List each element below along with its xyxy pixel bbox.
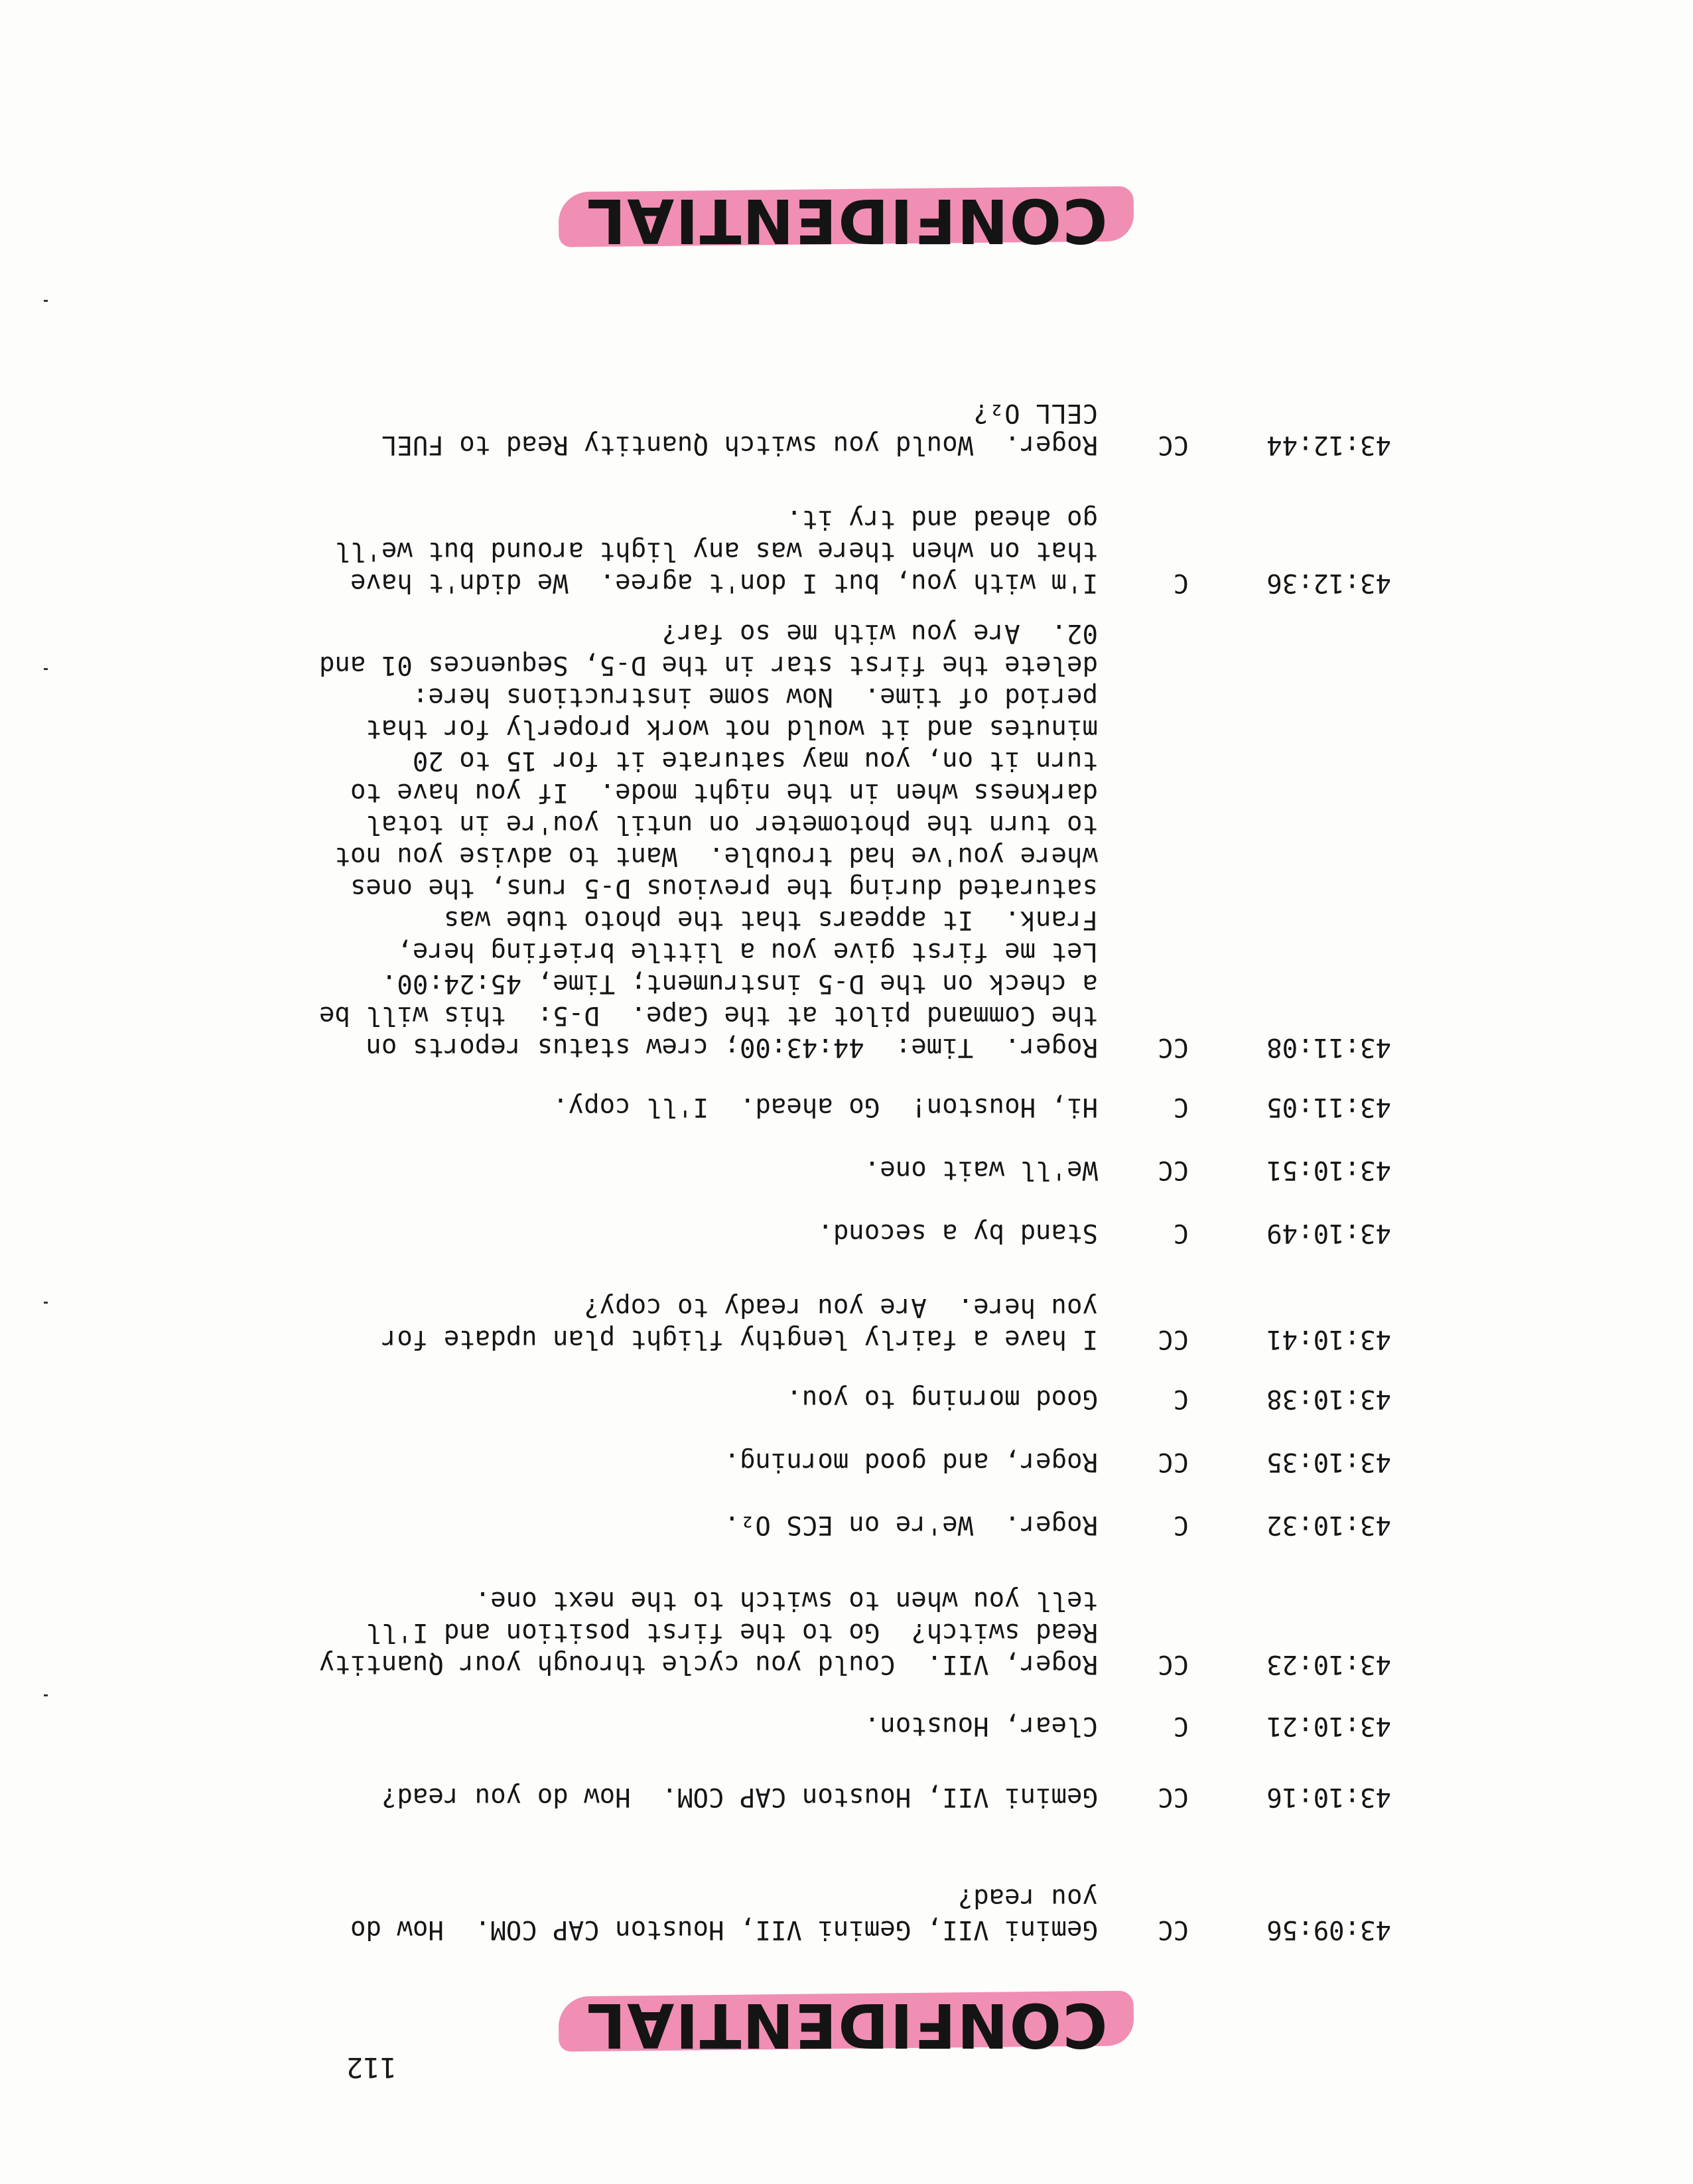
entry-time: 43:11:05	[1266, 1092, 1391, 1122]
entry-speaker: C	[1173, 568, 1189, 598]
entry-speaker: CC	[1158, 1782, 1189, 1812]
entry-time: 43:10:35	[1266, 1447, 1391, 1477]
entry-time: 43:10:51	[1266, 1155, 1391, 1185]
entry-time: 43:10:38	[1266, 1384, 1391, 1414]
entry-time: 43:10:21	[1266, 1711, 1391, 1741]
entry-text: Gemini VII, Gemini VII, Houston CAP COM. How do you read?	[350, 1883, 1098, 1945]
entry-speaker: CC	[1158, 1649, 1189, 1679]
entry-text: Roger. Would you switch Quantity Read to FUEL CELL O₂?	[381, 398, 1098, 460]
entry-time: 43:10:49	[1266, 1218, 1391, 1248]
confidential-stamp-top: CONFIDENTIAL	[0, 1990, 1693, 2061]
binding-mark	[44, 1302, 48, 1304]
entry-speaker: C	[1173, 1218, 1189, 1248]
entry-text: Roger, VII. Could you cycle through your Quantity Read switch? Go to the first position and I'll tell you when to switch to the next one.	[319, 1586, 1098, 1679]
entry-text: Clear, Houston.	[864, 1711, 1098, 1741]
entry-speaker: C	[1173, 1711, 1189, 1741]
entry-time: 43:10:41	[1266, 1324, 1391, 1354]
entry-speaker: CC	[1158, 1915, 1189, 1945]
entry-text: Stand by a second.	[817, 1218, 1098, 1248]
entry-speaker: C	[1173, 1510, 1189, 1540]
entry-time: 43:10:32	[1266, 1510, 1391, 1540]
binding-mark	[44, 300, 48, 302]
entry-time: 43:12:44	[1266, 430, 1391, 460]
entry-speaker: C	[1173, 1092, 1189, 1122]
entry-text: Hi, Houston! Go ahead. I'll copy.	[553, 1092, 1098, 1122]
entry-text: I have a fairly lengthy flight plan update for you here. Are you ready to copy?	[381, 1292, 1098, 1354]
entry-text: We'll wait one.	[864, 1155, 1098, 1185]
entry-text: Gemini VII, Houston CAP COM. How do you read?	[381, 1782, 1098, 1812]
binding-mark	[44, 668, 48, 670]
entry-time: 43:10:16	[1266, 1782, 1391, 1812]
confidential-stamp-bottom: CONFIDENTIAL	[0, 185, 1693, 256]
entry-speaker: CC	[1158, 1324, 1189, 1354]
entry-speaker: CC	[1158, 1447, 1189, 1477]
entry-text: Roger, and good morning.	[724, 1447, 1098, 1477]
entry-text: Good morning to you.	[786, 1384, 1098, 1414]
page-number: 112	[346, 2051, 397, 2084]
entry-time: 43:10:23	[1266, 1649, 1391, 1679]
entry-speaker: CC	[1158, 1032, 1189, 1062]
entry-text: Roger. We're on ECS O₂.	[724, 1510, 1098, 1540]
entry-speaker: CC	[1158, 1155, 1189, 1185]
entry-speaker: C	[1173, 1384, 1189, 1414]
entry-time: 43:09:56	[1266, 1915, 1391, 1945]
binding-mark	[44, 1694, 48, 1696]
entry-time: 43:12:36	[1266, 568, 1391, 598]
entry-text: I'm with you, but I don't agree. We didn't have that on when there was any light around but we'll go ahead and try it.	[334, 504, 1098, 598]
entry-time: 43:11:08	[1266, 1032, 1391, 1062]
entry-text: Roger. Time: 44:43:00; crew status reports on the Command pilot at the Cape. D-5: this will be a check on the D-5 instrument; Time, 45:24:00. Let me first give you a little briefing here, Frank. It appears that the photo tube was saturated during the previous D-5 runs, the ones where you've had trouble. Want to advise you not to turn the photometer on until you're in total darkness when in the night mode. If you have to turn it on, you may saturate it for 15 to 20 minutes and it would not work properly for that period of time. Now some instructions here: delete the first star in the D-5, Sequences 01 and 02. Are you with me so far?	[319, 618, 1098, 1062]
entry-speaker: CC	[1158, 430, 1189, 460]
